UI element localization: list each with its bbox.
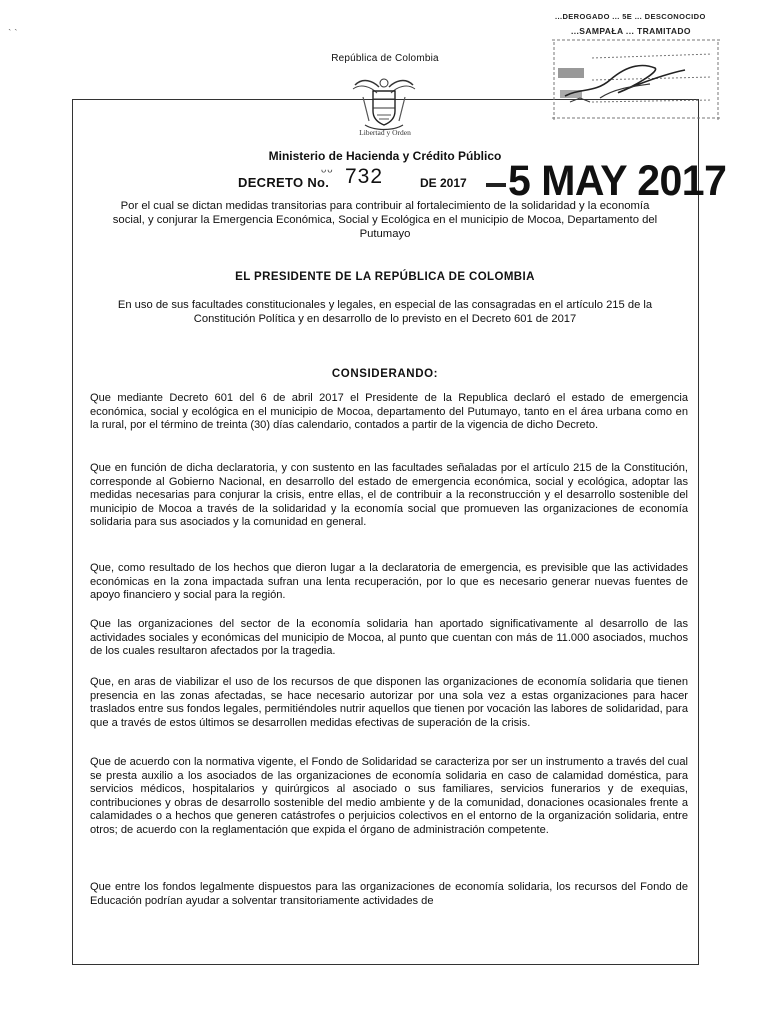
motto: Libertad y Orden bbox=[359, 128, 411, 137]
ministry-name: Ministerio de Hacienda y Crédito Público bbox=[268, 149, 502, 163]
considerando-paragraph: Que las organizaciones del sector de la economía solidaria han aportado significativamente al desarrollo de las actividades sociales y económicas del municipio de Mocoa, al punto que cuentan con más de 11.000 asociados, muchos de los cuales resultaron afectados por la tragedia. bbox=[90, 618, 688, 658]
considerando-paragraph: Que mediante Decreto 601 del 6 de abril 2017 el Presidente de la Republica declaró el estado de emergencia económica, social y ecológica en el municipio de Mocoa, departamento del Putumayo, tanto en el área urbana como en la rural, por el término de treinta (30) días calendario, contados a partir de la vigencia de dicho Decreto. bbox=[90, 392, 688, 432]
page-frame-right bbox=[698, 99, 699, 965]
decree-subject: Por el cual se dictan medidas transitorias para contribuir al fortalecimiento de la solidaridad y la economía social, y conjurar la Emergencia Económica, Social y Ecológica en el municipio de Mocoa, Departamento del Putumayo bbox=[112, 200, 658, 240]
considerando-paragraph: Que de acuerdo con la normativa vigente, el Fondo de Solidaridad se caracteriza por ser un instrumento a través del cual se presta auxilio a los asociados de las organizaciones de economía solidaria en caso de calamidad doméstica, para servicios médicos, hospitalarios y quirúrgicos al asociado o sus familiares, servicios funerarios y de exequias, contribuciones y obras de desarrollo sostenible del medio ambiente y de la comunidad, donaciones ocasionales frente a calamidades o a hechos que generen catástrofes o perjuicios colectivos en el entorno de la organización solidaria, entre otros; de acuerdo con la reglamentación que expida el órgano de administración competente. bbox=[90, 756, 688, 836]
date-dash bbox=[486, 183, 506, 187]
issuer-title: EL PRESIDENTE DE LA REPÚBLICA DE COLOMBIA bbox=[235, 271, 535, 283]
considerando-paragraph: Que en función de dicha declaratoria, y con sustento en las facultades señaladas por el artículo 215 de la Constitución, corresponde al Gobierno Nacional, en desarrollo del estado de emergencia económica, social y ecológica, adoptar las medidas necesarias para conjurar la crisis, entre ellas, el de contribuir a la reconstrucción y el desarrollo sostenible del municipio de Mocoa a través de la solidaridad y la economía social que promueven las organizaciones de economía solidaria para sus asociados y la comunidad en general. bbox=[90, 462, 688, 529]
republic-name: República de Colombia bbox=[331, 53, 439, 64]
date-stamp: 5 MAY 2017 bbox=[508, 156, 727, 205]
considerando-paragraph: Que, como resultado de los hechos que dieron lugar a la declaratoria de emergencia, es previsible que las actividades económicas en la zona impactada sufran una lenta recuperación, por lo que es necesario generar nuevas fuentes de apoyo financiero y social para la región. bbox=[90, 562, 688, 602]
signature-scribble bbox=[560, 58, 690, 108]
page-frame-left bbox=[72, 99, 73, 965]
decree-year-label: DE 2017 bbox=[420, 176, 467, 190]
considerando-paragraph: Que entre los fondos legalmente dispuestos para las organizaciones de economía solidaria, los recursos del Fondo de Educación podrían ayudar a solventar transitoriamente actividades de bbox=[90, 881, 688, 907]
coat-of-arms-icon bbox=[351, 75, 417, 135]
stamp-line-1: ...DEROGADO ... 5E ... DESCONOCIDO bbox=[555, 12, 706, 21]
stamp-line-2: ...SAMPAŁA ... TRAMITADO bbox=[571, 26, 691, 36]
decree-number: 732 bbox=[345, 165, 384, 188]
issuer-powers: En uso de sus facultades constitucionales y legales, en especial de las consagradas en el artículo 215 de la Constitución Política y en desarrollo de lo previsto en el Decreto 601 de 2017 bbox=[117, 299, 653, 325]
page-frame-bottom bbox=[72, 964, 698, 965]
scan-mark: ˴ ˴ bbox=[8, 24, 18, 35]
decree-label: DECRETO No. bbox=[238, 175, 330, 190]
decree-number-prefix: ᵕᵕ bbox=[321, 163, 334, 179]
considerando-heading: CONSIDERANDO: bbox=[331, 368, 439, 380]
considerando-paragraph: Que, en aras de viabilizar el uso de los recursos de que disponen las organizaciones de economía solidaria que tienen presencia en las zonas afectadas, se hace necesario autorizar por una sola vez a estas organizaciones para hacer traslados entre sus fondos legales, permitiéndoles nutrir aquellos que tienen por vocación las labores de solidaridad, para que a través de estos últimos se desarrollen medidas efectivas de superación de la crisis. bbox=[90, 676, 688, 729]
